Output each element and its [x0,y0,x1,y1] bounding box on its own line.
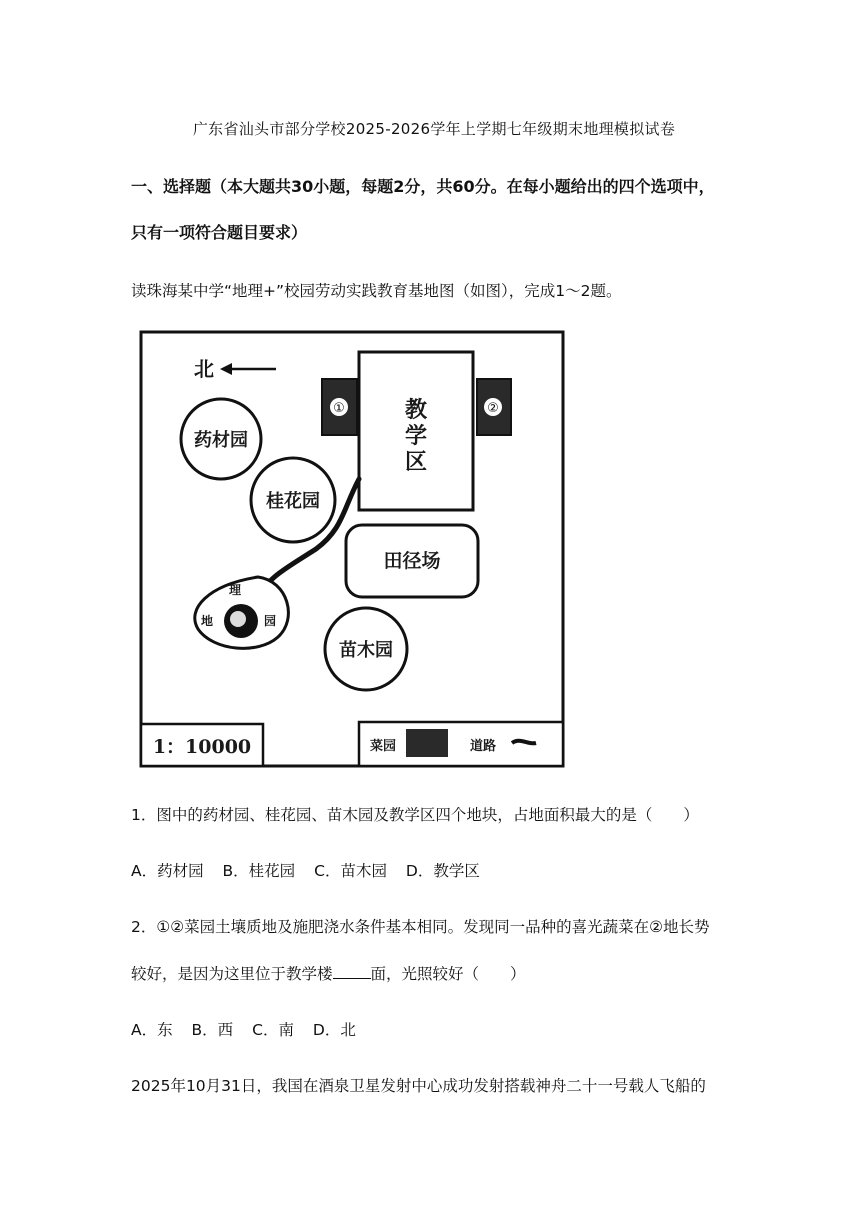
q2-option-d: D．北 [312,1021,356,1039]
osmanthus-garden-label: 桂花园 [266,491,320,512]
question-1-stem: 1．图中的药材园、桂花园、苗木园及教学区四个地块，占地面积最大的是（ ） [131,806,699,824]
question-1-options [131,859,751,881]
intro-text: 读珠海某中学“地理+”校园劳动实践教育基地图（如图），完成1～2题。 [131,282,622,300]
campus-map [138,329,566,769]
teaching-label-2: 学 [404,423,428,449]
q1-option-d: D．教学区 [405,862,480,880]
q2-option-c: C．南 [252,1021,294,1039]
section-heading [131,164,751,256]
q2-option-a: A．东 [131,1021,173,1039]
globe-highlight [230,611,246,627]
legend-road-label: 道路 [470,739,497,754]
page-title: 广东省汕头市部分学校2025-2026学年上学期七年级期末地理模拟试卷 [192,120,676,138]
north-label: 北 [194,357,214,381]
q1-option-c: C．苗木园 [314,862,387,880]
plot-1-label: ① [333,401,345,416]
track-field-label: 田径场 [383,550,441,572]
medicine-garden-label: 药材园 [194,430,248,451]
q2-line2-pre: 较好，是因为这里位于教学楼 [131,965,333,983]
q1-option-b: B．桂花园 [222,862,296,880]
scale-label: 1：10000 [152,736,252,758]
section-heading-line1: 一、选择题（本大题共30小题，每题2分，共60分。在每小题给出的四个选项中， [131,177,715,196]
q2-blank [333,964,371,979]
q2-option-b: B．西 [191,1021,234,1039]
legend-vegetable-label: 菜园 [370,739,397,754]
question-2-stem-line2 [131,962,751,984]
q2-line2-post: 面，光照较好（ ） [370,965,526,983]
nursery-garden-label: 苗木园 [339,640,393,661]
question-2-stem-line1: 2．①②菜园土壤质地及施肥浇水条件基本相同。发现同一品种的喜光蔬菜在②地长势 [131,918,710,936]
geo-label-yuan: 园 [263,614,277,628]
section-heading-line2: 只有一项符合题目要求） [131,223,308,242]
legend-vegetable-swatch [406,729,448,757]
teaching-label-3: 区 [404,449,428,475]
teaching-label-1: 教 [404,397,428,423]
plot-2-label: ② [487,401,499,416]
q1-option-a: A．药材园 [131,862,204,880]
question-2-options [131,1018,751,1040]
geo-label-di: 地 [200,614,214,628]
passage-3-text: 2025年10月31日，我国在酒泉卫星发射中心成功发射搭载神舟二十一号载人飞船的 [131,1077,706,1095]
geo-label-li: 理 [228,583,242,597]
